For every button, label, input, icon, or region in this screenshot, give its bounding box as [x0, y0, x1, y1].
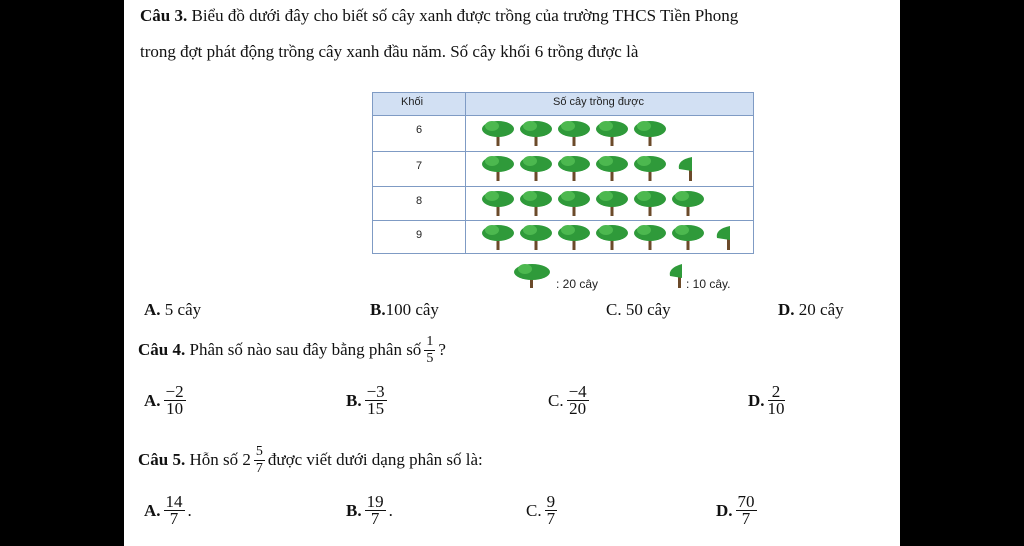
fraction-denominator: 7 — [169, 509, 179, 528]
fraction-numerator: 1 — [426, 333, 434, 349]
legend-full-tree-icon — [512, 260, 552, 290]
tree-icon — [633, 116, 667, 150]
tree-icon — [633, 151, 667, 185]
q5-label: Câu 5. — [138, 450, 186, 469]
q3-label: Câu 3. — [140, 6, 188, 25]
tree-icon — [519, 151, 553, 185]
tree-icon — [595, 116, 629, 150]
q5-option-b[interactable] — [346, 494, 393, 527]
fraction-denominator: 10 — [166, 399, 184, 418]
q3-option-b[interactable] — [370, 300, 439, 320]
q3-text-line1: Biểu đồ dưới đây cho biết số cây xanh được trồng của trường THCS Tiền Phong — [191, 6, 739, 25]
q4-label: Câu 4. — [138, 340, 186, 359]
legend-full-text: : 20 cây — [556, 277, 599, 291]
option-fraction — [736, 494, 757, 527]
option-text: 5 cây — [160, 300, 202, 319]
tree-icon — [671, 186, 705, 220]
q5-text-before: Hỗn số — [189, 450, 239, 469]
fraction-denominator: 15 — [367, 399, 385, 418]
fraction-numerator: 14 — [165, 492, 183, 511]
legend-half-text: : 10 cây. — [686, 277, 731, 291]
q5-option-a[interactable] — [144, 494, 192, 527]
tree-icon — [519, 116, 553, 150]
fraction-denominator: 10 — [767, 399, 785, 418]
option-fraction — [768, 384, 785, 417]
row-grade-label: 7 — [415, 160, 423, 172]
header-trees: Số cây trồng được — [553, 96, 645, 108]
option-letter: A. — [144, 390, 161, 410]
fraction-numerator: 2 — [768, 384, 785, 401]
tree-icon — [481, 116, 515, 150]
option-punctuation: . — [388, 500, 393, 520]
option-letter: C. — [548, 390, 564, 410]
option-letter: B. — [370, 300, 386, 319]
row-grade-label: 8 — [415, 195, 423, 207]
fraction-numerator: 5 — [255, 443, 263, 459]
q3-option-d[interactable] — [778, 300, 844, 320]
tree-icon — [595, 220, 629, 254]
fraction-denominator: 7 — [546, 509, 556, 528]
q4-option-c[interactable] — [548, 384, 592, 417]
tree-icon — [519, 186, 553, 220]
tree-row — [481, 186, 705, 220]
fraction-denominator: 7 — [255, 460, 263, 476]
q4-suffix: ? — [438, 340, 446, 359]
option-fraction — [567, 384, 589, 417]
fraction-numerator: −4 — [568, 382, 587, 401]
left-black-margin — [0, 0, 124, 546]
fraction-numerator: −3 — [366, 382, 385, 401]
tree-row — [481, 151, 705, 185]
tree-icon — [481, 220, 515, 254]
half-tree-icon — [709, 220, 743, 254]
tree-icon — [633, 220, 667, 254]
pictograph-table — [372, 92, 754, 254]
tree-icon — [481, 151, 515, 185]
option-fraction — [164, 494, 185, 527]
q4-fraction — [424, 334, 435, 367]
option-letter: C. — [526, 500, 542, 520]
legend-half-tree-icon — [666, 260, 686, 290]
tree-row — [481, 220, 743, 254]
q5-text-after: được viết dưới dạng phân số là: — [267, 450, 483, 469]
tree-icon — [557, 186, 591, 220]
fraction-denominator: 5 — [426, 350, 434, 366]
right-black-margin — [900, 0, 1024, 546]
tree-icon — [557, 116, 591, 150]
option-punctuation: . — [187, 500, 192, 520]
option-letter: B. — [346, 500, 362, 520]
tree-icon — [595, 186, 629, 220]
q5-option-c[interactable] — [526, 494, 560, 527]
tree-icon — [595, 151, 629, 185]
option-fraction — [545, 494, 558, 527]
tree-icon — [557, 220, 591, 254]
tree-icon — [557, 151, 591, 185]
row-grade-label: 6 — [415, 124, 423, 136]
half-tree-icon — [671, 151, 705, 185]
mixed-number-whole: 2 — [242, 450, 251, 469]
fraction-numerator: 70 — [737, 492, 755, 511]
option-fraction — [365, 494, 386, 527]
fraction-denominator: 7 — [741, 509, 751, 528]
tree-icon — [481, 186, 515, 220]
q3-line1 — [140, 6, 738, 26]
header-grade: Khối — [401, 96, 424, 108]
option-fraction — [365, 384, 387, 417]
row-grade-label: 9 — [415, 229, 423, 241]
tree-row — [481, 116, 667, 150]
q3-option-c[interactable] — [606, 300, 671, 320]
option-letter: D. — [778, 300, 795, 319]
q4-option-a[interactable] — [144, 384, 189, 417]
q4-text: Phân số nào sau đây bằng phân số — [189, 340, 422, 359]
option-text: 20 cây — [794, 300, 844, 319]
fraction-numerator: −2 — [165, 382, 184, 401]
option-letter: A. — [144, 300, 161, 319]
tree-icon — [671, 220, 705, 254]
option-text: 50 cây — [621, 300, 671, 319]
q4-prompt — [138, 330, 446, 370]
option-letter: D. — [716, 500, 733, 520]
option-letter: D. — [748, 390, 765, 410]
option-letter: C. — [606, 300, 622, 319]
q3-text-line2: trong đợt phát động trồng cây xanh đầu năm. Số cây khối 6 trồng được là — [140, 42, 639, 61]
fraction-numerator: 9 — [546, 492, 556, 511]
option-letter: A. — [144, 500, 161, 520]
option-text: 100 cây — [385, 300, 439, 319]
fraction-numerator: 19 — [366, 492, 384, 511]
option-letter: B. — [346, 390, 362, 410]
option-fraction — [164, 384, 186, 417]
q3-option-a[interactable] — [144, 300, 201, 320]
q4-option-d[interactable] — [748, 384, 788, 417]
q5-prompt — [138, 440, 483, 480]
q4-option-b[interactable] — [346, 384, 390, 417]
fraction-denominator: 7 — [370, 509, 380, 528]
q5-fraction — [254, 444, 265, 477]
fraction-denominator: 20 — [569, 399, 587, 418]
table-column-divider — [465, 93, 466, 253]
q5-option-d[interactable] — [716, 494, 760, 527]
tree-icon — [633, 186, 667, 220]
tree-icon — [519, 220, 553, 254]
